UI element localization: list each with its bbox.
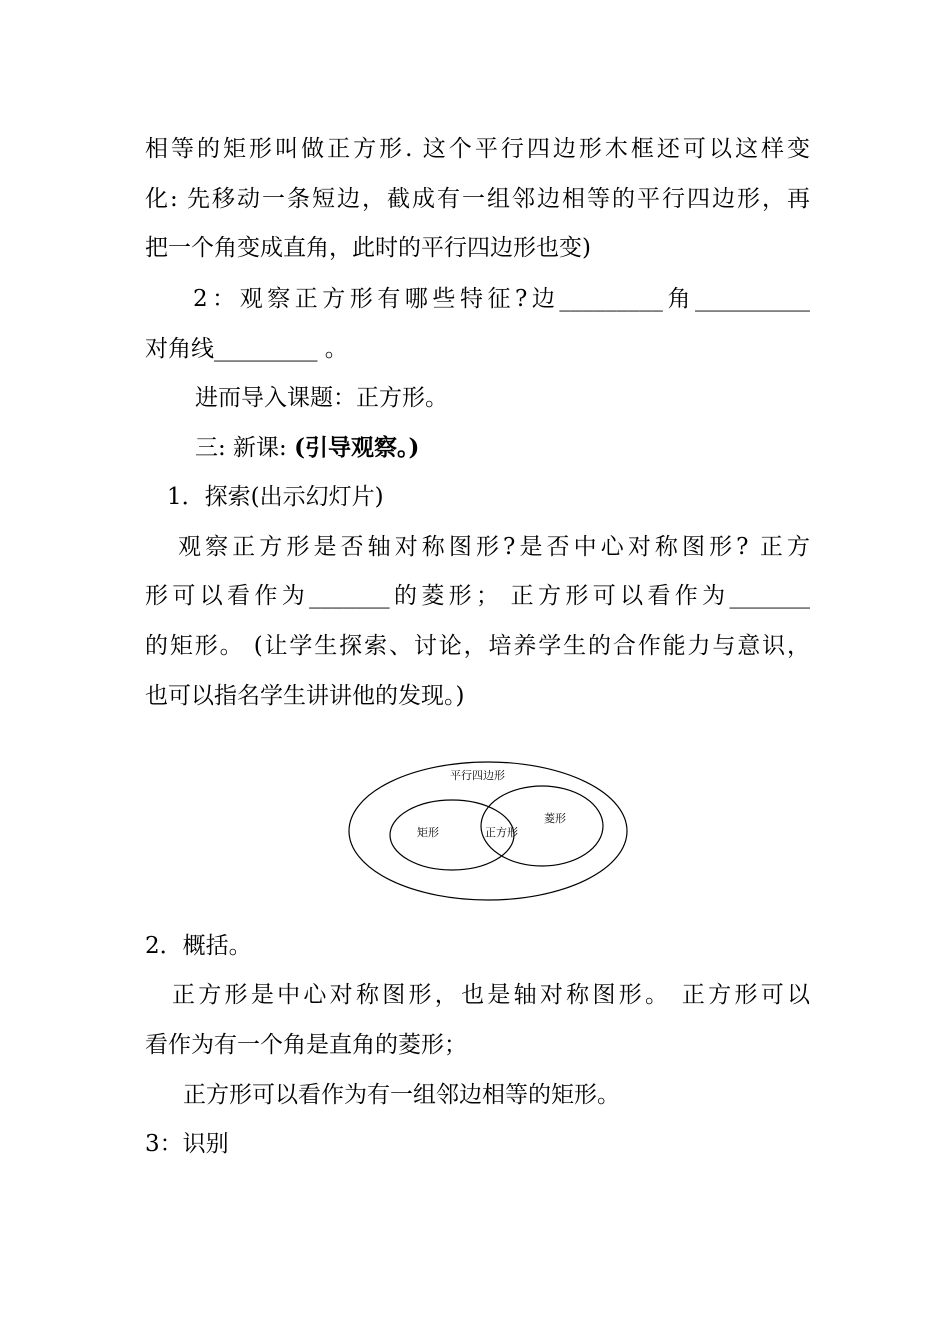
explore-line-4: 也可以指名学生讲讲他的发现。) [145, 683, 465, 709]
square-label: 正方形 [485, 826, 518, 839]
section-explore-heading: 1．探索(出示幻灯片) [167, 484, 384, 510]
guided-observation-note: (引导观察。) [294, 434, 420, 461]
text-line-3: 把一个角变成直角，此时的平行四边形也变) [145, 235, 591, 261]
question-2-diagonal-line: 对角线_________ 。 [145, 336, 348, 362]
section-identify-heading: 3：识别 [145, 1131, 229, 1157]
section-summary-heading: 2．概括。 [145, 933, 252, 959]
question-2-line: 2：观察正方形有哪些特征?边_________角__________ [193, 286, 810, 312]
new-lesson-label: 三: 新课: [195, 435, 295, 461]
summary-line-1: 正方形是中心对称图形，也是轴对称图形。 正方形可以 [172, 982, 810, 1008]
rectangle-label: 矩形 [417, 826, 439, 839]
summary-line-3: 正方形可以看作为有一组邻边相等的矩形。 [183, 1082, 620, 1108]
parallelogram-label: 平行四边形 [450, 769, 505, 782]
explore-line-3: 的矩形。 (让学生探索、讨论，培养学生的合作能力与意识， [145, 633, 810, 659]
text-line-1: 相等的矩形叫做正方形. 这个平行四边形木框还可以这样变 [145, 136, 810, 162]
explore-line-2: 形可以看作为_______的菱形； 正方形可以看作为_______ [145, 583, 810, 609]
rhombus-label: 菱形 [544, 812, 566, 825]
quadrilateral-venn-diagram [345, 756, 631, 904]
text-line-2: 化: 先移动一条短边，截成有一组邻边相等的平行四边形，再 [145, 186, 810, 212]
new-lesson-heading [195, 433, 860, 463]
summary-line-2: 看作为有一个角是直角的菱形； [145, 1032, 467, 1058]
explore-line-1: 观察正方形是否轴对称图形?是否中心对称图形? 正方 [178, 534, 810, 560]
topic-intro-line: 进而导入课题：正方形。 [195, 385, 448, 411]
